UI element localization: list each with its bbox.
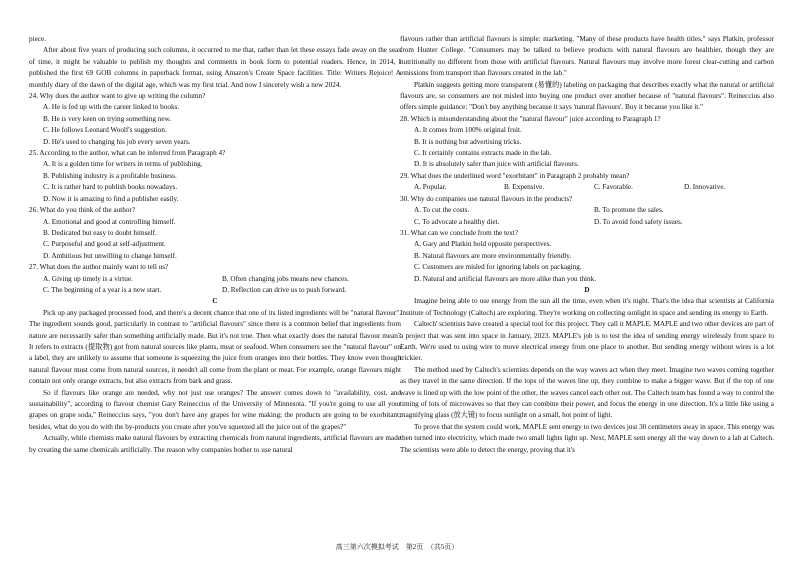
option: D. He's used to changing his job every seven years. [43, 137, 191, 146]
options-grid [400, 182, 774, 193]
option: D. Ambitious but unwilling to change himself. [43, 251, 177, 260]
option: C. The beginning of a year is a new start. [43, 285, 162, 294]
options-grid [400, 205, 774, 228]
option: A. Giving up timely is a virtue. [43, 274, 133, 283]
options-grid [29, 274, 401, 297]
left-column [29, 34, 401, 456]
paragraph: flavours rather than artificial flavours is simple: marketing. "Many of these products have health titles," says Platkin, professor from Hunter College. "Consumers may be talked to believe products with natural flavours are healthier, though they are nutritionally no different from those with artificial flavours. Natural flavours may involve more forest clear-cutting and carbon emissions from transport than flavours created in the lab." [400, 35, 774, 78]
section-heading: C [212, 297, 218, 306]
option: A. He is fed up with the career linked to books. [43, 103, 180, 112]
paragraph: Platkin suggests getting more transparent (易懂的) labeling on packaging that describes exactly what the natural or artificial flavours are, so consumers are not misled into buying one product over another because of "natural flavours". Reineccius also offers simple guidance: "Don't buy anything because it says 'natural flavours'. Buy it because you like it." [400, 80, 774, 112]
option: D. Now it is amazing to find a publisher easily. [43, 194, 179, 203]
paragraph: To prove that the system could work, MAPLE sent energy to two devices just 30 centimeters away in space. This energy was then turned into electricity, which made two small lights light up. Next, MAPLE sent energy all the way down to a lab at Caltech. The scientists were able to detect the energy, proving that it's [400, 422, 774, 454]
section-heading: D [584, 285, 590, 294]
option: A. It is a golden time for writers in terms of publishing. [43, 160, 203, 169]
option: A. To cut the costs. [414, 206, 470, 215]
option: B. He is very keen on trying something new. [43, 114, 172, 123]
paragraph: piece. [29, 35, 46, 43]
right-column [400, 34, 774, 456]
option: D. It is absolutely safer than juice with artificial flavours. [414, 160, 579, 169]
option: C. Purposeful and good at self-adjustment. [43, 240, 166, 249]
option: B. Publishing industry is a profitable business. [43, 171, 177, 180]
option: D. Innovative. [684, 183, 726, 192]
option: B. It is nothing but advertising tricks. [414, 137, 522, 146]
question-27: 27. What does the author mainly want to tell us? [29, 263, 169, 272]
question-24: 24. Why does the author want to give up writing the column? [29, 92, 206, 101]
option: B. To promote the sales. [594, 206, 664, 215]
option: D. To avoid food safety issues. [594, 217, 683, 226]
option: C. It is rather hard to publish books nowadays. [43, 183, 178, 192]
paragraph: The method used by Caltech's scientists depends on the way waves act when they meet. Imagine two waves coming together as they travel in the same direction. If the tops of the waves line up, they combine to make a bigger wave. But if the top of one wave is lined up with the low point of the other, the waves cancel each other out. The Caltech team has found a way to control the timing of lots of microwaves so that they can combine their power, and focus the energy in one direction. It's a little like using a magnifying glass (放大镜) to focus sunlight on a small, hot point of light. [400, 365, 774, 420]
paragraph: After about five years of producing such columns, it occurred to me that, rather than let these essays fade away on the seas of time, it might be valuable to publish my thoughts and comments in book form to potential readers. Hence, in 2014, I published the first 69 GOB columns in paperback format, using Amazon's Create Space facilities. Title: Writers Rejoice! A monthly diary of the dawn of the digital age, which was my first trial. And now I sincerely wish a new 2024. [29, 46, 401, 89]
option: D. Natural and artificial flavours are more alike than you think. [414, 274, 597, 283]
option: C. He follows Leonard Woolf's suggestion. [43, 126, 167, 135]
question-28: 28. Which is misunderstanding about the "natural flavour" juice according to Paragraph 1? [400, 114, 661, 123]
option: A. Popular. [414, 183, 447, 192]
option: B. Expensive. [504, 183, 545, 192]
paragraph: Pick up any packaged processed food, and there's a decent chance that one of its listed ingredients will be "natural flavour". The ingredient sounds good, particularly in contrast to "artificial flavours" since there is a common belief that ingredients from nature are necessarily safer than something artificially made. But it's not true. Then what exactly does the natural flavour mean? It refers to extracts (提取物) got from natural sources like plants, meat or seafood. When consumers see the "natural flavour" on a label, they are unlikely to assume that someone is squeezing the juice from oranges into their bottles. They know even though natural flavour must come from natural sources, it needn't all come from the plant or meat. For example, orange flavours might contain not only orange extracts, but also extracts from bark and grass. [29, 308, 401, 386]
option: A. It comes from 100% original fruit. [414, 126, 522, 135]
question-25: 25. According to the author, what can be inferred from Paragraph 4? [29, 149, 226, 158]
option: B. Dedicated but easy to doubt himself. [43, 228, 157, 237]
question-31: 31. What can we conclude from the text? [400, 228, 519, 237]
option: C. To advocate a healthy diet. [414, 217, 500, 226]
paragraph: Caltech' scientists have created a special tool for this project. They call it MAPLE. MAPLE and two other devices are part of a project that was sent into space in January, 2023. MAPLE's job is to test the idea of sending energy wirelessly from space to Earth. We're used to using wire to move electrical energy from one place to another. But sending energy without wires is a lot trickier. [400, 320, 774, 363]
option: B. Often changing jobs means new chances. [222, 274, 349, 283]
option: C. Customers are misled for ignoring labels on packaging. [414, 263, 582, 272]
option: A. Gary and Platkin hold opposite perspectives. [414, 240, 552, 249]
option: B. Natural flavours are more environmentally friendly. [414, 251, 572, 260]
question-30: 30. Why do companies use natural flavours in the products? [400, 194, 573, 203]
paragraph: So if flavours like orange are needed, why not just use oranges? The answer comes down to "availability, cost, and sustainability", according to flavour chemist Gary Reineccius of the University of Minnesota. "If you're going to use all your grapes on grape soda," Reineccius says, "you don't have any grapes for wine making; the products are going to be exorbitant; besides, what do you do with the by-products you create after you've squeezed all the juice out of the grapes?" [29, 388, 401, 431]
option: A. Emotional and good at controlling himself. [43, 217, 176, 226]
option: C. Favorable. [594, 183, 633, 192]
option: D. Reflection can drive us to push forward. [222, 285, 347, 294]
paragraph: Imagine being able to use energy from the sun all the time, even when it's night. That's the idea that scientists at California Institute of Technology (Caltech) are exploring. They're working on collecting sunlight in space and sending its energy to Earth. [400, 297, 774, 317]
question-29: 29. What does the underlined word "exorbitant" in Paragraph 2 probably mean? [400, 171, 630, 180]
question-26: 26. What do you think of the author? [29, 206, 136, 215]
paragraph: Actually, while chemists make natural flavours by extracting chemicals from natural ingredients, artificial flavours are made by creating the same chemicals artificially. The reason why companies bother to use natural [29, 434, 401, 454]
option: C. It certainly contains extracts made in the lab. [414, 149, 552, 158]
page-footer: 高三第六次模拟考试 第2页 （共5页） [335, 543, 459, 551]
